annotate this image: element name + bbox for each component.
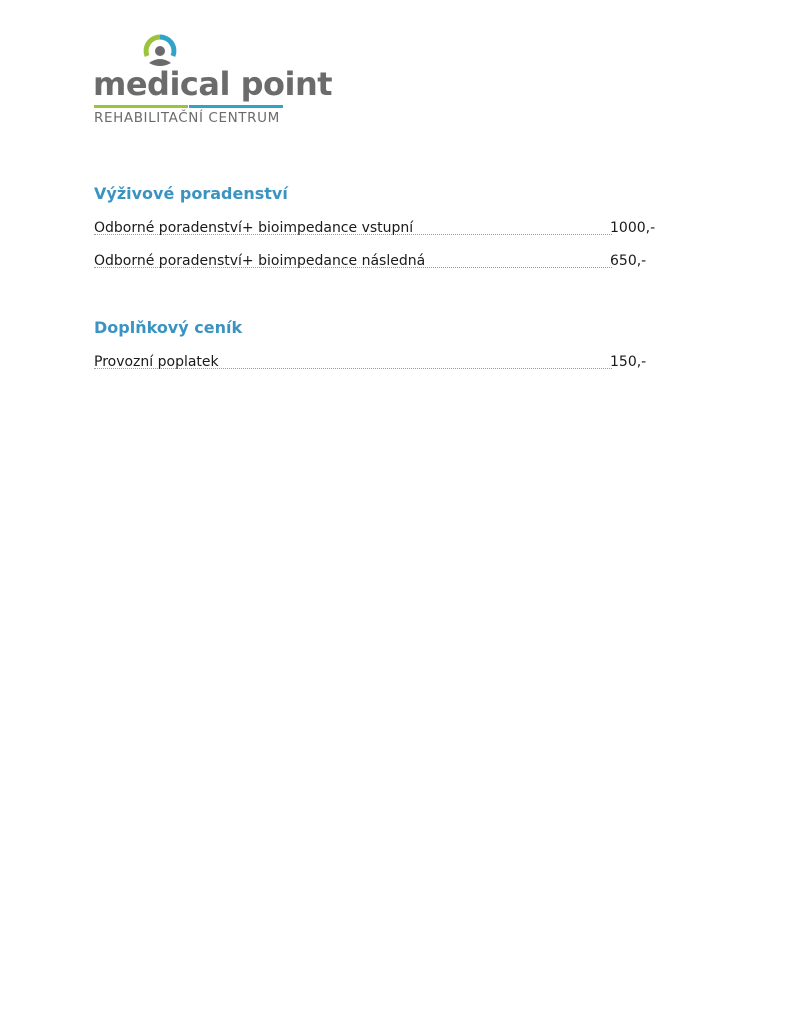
logo-subtitle: REHABILITAČNÍ CENTRUM bbox=[94, 110, 280, 126]
service-price: 650,- bbox=[610, 253, 647, 269]
service-price: 150,- bbox=[610, 354, 647, 370]
price-row bbox=[94, 252, 651, 272]
logo-wordmark: medical point bbox=[93, 65, 333, 103]
service-label: Odborné poradenství+ bioimpedance vstupní bbox=[94, 220, 414, 236]
price-row bbox=[94, 353, 651, 373]
clinic-logo bbox=[93, 33, 333, 127]
section-title-supplementary: Doplňkový ceník bbox=[94, 318, 243, 337]
section-title-nutrition: Výživové poradenství bbox=[94, 184, 288, 203]
service-label: Odborné poradenství+ bioimpedance následná bbox=[94, 253, 426, 269]
service-label: Provozní poplatek bbox=[94, 354, 219, 370]
logo-underline-blue bbox=[189, 105, 283, 108]
service-price: 1000,- bbox=[610, 220, 656, 236]
logo-underline-green bbox=[94, 105, 188, 108]
price-row bbox=[94, 219, 656, 239]
